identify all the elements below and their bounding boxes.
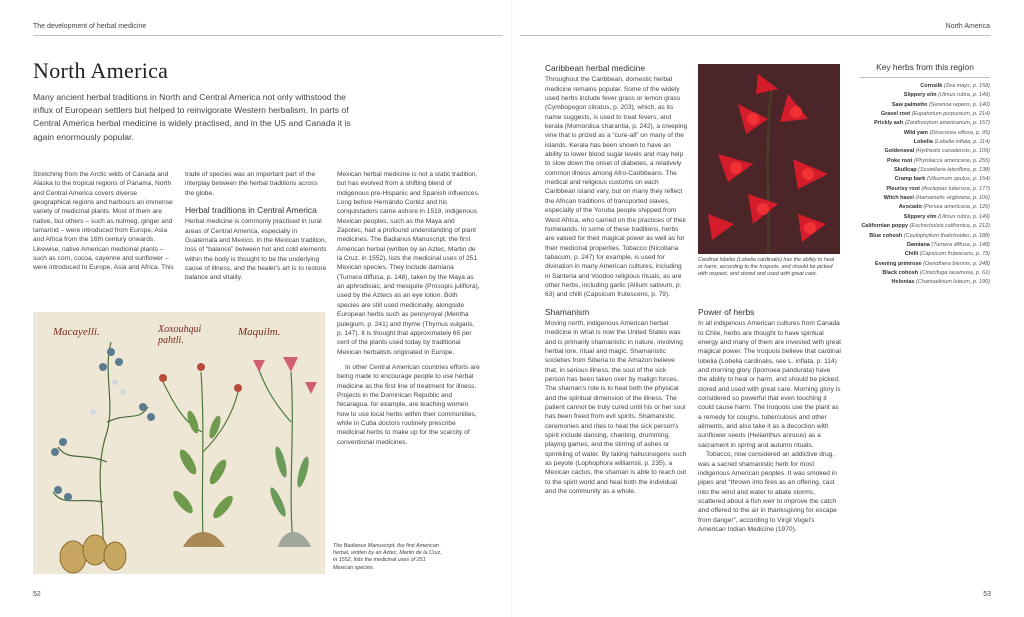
key-herb-item (860, 166, 990, 175)
key-herb-reference: (Lobelia inflata, p. 114) (934, 139, 990, 146)
key-herb-name: Goldenseal (884, 148, 915, 155)
col3-paragraph-2: In other Central American countries efforts are being made to encourage people to use herbal medicine as the first line of treatment for illness. Projects in the Dominican Republic and Nicaragua, for example, are teaching women how to use local herbs within their communities, while in Cuba doctors routinely prescribe medicinal herbs to make up for the scarcity of conventional medicines. (337, 363, 480, 446)
key-herbs-sidebar (860, 62, 990, 288)
key-herb-name: Gravel root (880, 111, 911, 118)
column-1 (33, 170, 175, 273)
key-herb-item (860, 194, 990, 203)
column-2 (185, 170, 328, 283)
key-herb-item (860, 241, 990, 250)
badianus-illustration (33, 312, 325, 574)
key-herbs-rule (860, 77, 990, 78)
key-herb-reference: (Zea mays, p. 158) (943, 83, 990, 89)
power-paragraph-1: In all indigenous American cultures from Canada to Chile, herbs are thought to have spiritual energy and many of them are invested with great magical power. The Iroquois believe that cardinal lobelia (Lobelia cardinalis, see L. inflata, p. 114) and morning glory (Ipomoea pandurata) have the ability to heal or harm, and should be picked, stored and used with great care. Morning glory is considered so powerful that even touching it could cause harm. The Iroquois use the plant as a remedy for coughs, tuberculosis and other ailments, and also take it as a decoction with sunflower seeds (Helianthus annuus) as a sacrament in spring and autumn rituals. (698, 320, 841, 449)
key-herb-name: Avocado (898, 204, 922, 211)
col3-paragraph-1: Mexican herbal medicine is not a static tradition, but has evolved from a shifting blend of indigenous pre-Hispanic and Spanish influences. Long before Hernándo Cortéz and his conquistadors came ashore in 1519, indigenous Mexican peoples, such as the Maya and Zapotec, had a profound understanding of plant medicines. The Badianus Manuscript, the first American herbal (written by an Aztec, Martin de la Cruz, in 1552), lists the medicinal uses of 251 Mexican species. They include damiana (Turnera diffusa, p. 148), taken by the Maya as an aphrodisiac, and mesquite (Prosopis juliflora), used by the Aztecs as an eye lotion. Both species are still used medicinally, alongside European herbs such as pennyroyal (Mentha pulegium, p. 241) and thyme (Thymus vulgaris, p. 147). It is thought that approximately 65 per cent of the plants used today by traditional Mexican herbalists originated in Europe. (337, 171, 480, 356)
key-herb-reference: (Ulmus rubra, p. 149) (938, 213, 990, 220)
key-herb-name: Saw palmetto (891, 101, 928, 108)
running-head-left: The development of herbal medicine (33, 23, 147, 30)
key-herb-reference: (Persea americana, p. 126) (923, 204, 990, 211)
page-number-right: 53 (983, 591, 991, 598)
shamanism-paragraph: Moving north, indigenous American herbal medicine in what is now the United States was and is primarily shamanistic in nature, involving herbal lore, ritual and magic. Shamanistic societies from Siberia to the Amazon believe that, in serious illness, the soul of the sick person has been taken over by malign forces. The shaman's role is to heal both the physical and the spiritual dimension of the illness. The patient cannot be truly cured until his or her soul has been freed from evil spirits. Shamanistic ceremonies and rites to heal the sick person's spirit include dancing, chanting, drumming, playing games, and the stirring of ashes or sprinkling of water. By taking hallucinogens such as peyote (Lophophora williamsii, p. 235), a Mexican cactus, the shaman is able to reach out to the spirit world and heal both the individual and the community as a whole. (545, 319, 687, 496)
header-rule-right (520, 35, 991, 36)
key-herb-reference: (Dioscorea villosa, p. 95) (929, 129, 990, 136)
lobelia-flowers-drawing (698, 64, 840, 254)
power-paragraph-2: Tobacco, now considered an addictive drug, was a sacred shamanistic herb for most indigenous American peoples. It was smoked in pipes and “thrown into fires as an offering, cast into the wind and water to abate storms, scattered about a fish weir to improve the catch and offered to the air in thanksgiving for escape from danger”, according to Virgil Vogel's American Indian Medicine (1970). (698, 451, 837, 533)
manuscript-label-2: Xoxouhqui pahtli. (158, 324, 202, 346)
key-herb-reference: (Capsicum frutescens, p. 79) (919, 251, 990, 258)
key-herb-reference: (Zanthoxylum americanum, p. 157) (904, 120, 990, 127)
page-number-left: 52 (33, 591, 41, 598)
key-herb-reference: (Caulophyllum thalictroides, p. 188) (903, 232, 990, 239)
key-herbs-title: Key herbs from this region (876, 62, 974, 72)
key-herb-reference: (Ulmus rubra, p. 149) (938, 92, 990, 99)
manuscript-label-3: Maquilm. (238, 326, 281, 338)
key-herb-name: Lobelia (913, 139, 933, 146)
key-herb-item (860, 175, 990, 184)
key-herb-item (860, 138, 990, 147)
column-5 (698, 308, 841, 534)
key-herb-item (860, 147, 990, 156)
key-herb-item (860, 101, 990, 110)
key-herb-item (860, 185, 990, 194)
key-herb-reference: (Serenoa repens, p. 140) (928, 101, 990, 108)
key-herb-name: Poke root (886, 157, 913, 164)
key-herb-item (860, 250, 990, 259)
key-herb-item (860, 232, 990, 241)
key-herb-item (860, 203, 990, 212)
key-herb-item (860, 110, 990, 119)
key-herb-reference: (Viburnum opulus, p. 154) (926, 176, 990, 183)
header-rule-left (33, 35, 503, 36)
manuscript-plants-drawing (33, 312, 325, 574)
key-herb-name: Cornsilk (920, 83, 943, 89)
key-herb-reference: (Chamaelirium luteum, p. 190) (916, 279, 990, 286)
column-4 (545, 64, 688, 496)
key-herb-item (860, 260, 990, 269)
power-of-herbs-heading: Power of herbs (698, 307, 755, 317)
key-herb-item (860, 269, 990, 278)
key-herb-item (860, 91, 990, 100)
key-herb-name: Slippery elm (903, 213, 937, 220)
key-herb-item (860, 278, 990, 287)
key-herb-reference: (Asclepias tuberosa, p. 177) (921, 185, 990, 192)
intro-paragraph: Many ancient herbal traditions in North and Central America not only withstood the influx of European settlers but helped to reinvigorate Western herbalism. In parts of Central America herbal medicine is widely practised, and in the US and Canada it is again enormously popular. (33, 92, 351, 142)
key-herbs-list (860, 82, 990, 288)
key-herb-reference: (Phytolacca americana, p. 255) (913, 157, 990, 164)
key-herb-reference: (Eupatorium purpureum, p. 214) (911, 111, 990, 118)
key-herb-name: Slippery elm (903, 92, 937, 99)
key-herb-name: Damiana (906, 241, 930, 248)
key-herb-reference: (Hydrastis canadensis, p. 109) (915, 148, 990, 155)
key-herb-name: Californian poppy (861, 223, 909, 230)
key-herb-reference: (Hamamelis virginiana, p. 106) (915, 195, 990, 202)
badianus-caption: The Badianus Manuscript, the first American herbal, written by an Aztec, Martin de la Cruz, in 1552, lists the medicinal uses of 251 Mexican species. (333, 543, 442, 571)
col2-paragraph-2: Herbal medicine is commonly practised in rural areas of Central America, especially in Guatemala and Mexico. In the Mexican tradition, loss of “balance” between hot and cold elements within the body is thought to be the underlying cause of illness, and the healer's art is to restore balance and vitality. (185, 218, 327, 282)
key-herb-name: Cramp bark (894, 176, 926, 183)
col2-paragraph-1: trade of species was an important part of the interplay between the herbal traditions across the globe. (185, 171, 318, 197)
running-head-right: North America (945, 23, 990, 30)
key-herb-item (860, 82, 990, 91)
key-herb-name: Skullcap (894, 167, 917, 174)
column-3 (337, 170, 480, 447)
key-herb-name: Black cohosh (882, 269, 919, 276)
caribbean-paragraph: Throughout the Caribbean, domestic herbal medicine remains popular. Some of the widely used herbs include fever grass or lemon grass (Cymbopogon citratus, p. 203), which, as its name suggests, is used to treat fevers, and kerala (Momordica charantia, p. 242), a creeping vine that is prized as a “cure-all” on many of the islands. Kerala has been shown to have an ability to lower blood sugar levels and may help to slow down the onset of diabetes, a relatively common illness among Afro-Caribbeans. The medical and religious customs on each Caribbean island vary, but on many they reflect the African traditions of transported slaves, especially of the Yoruba people shipped from West Africa, who carried on the practices of their homelands. In some of these traditions, herbs are valued for their magical power as well as for their medicinal properties. Tobacco (Nicotiana tabacum, p. 247) for example, is used for divination in many American cultures, including in Santeria and Voodoo religious rituals, as are other herbs, including garlic (Allium sativum, p. 63) and chilli (Capsicum frutescens, p. 79). (545, 76, 688, 299)
key-herb-item (860, 119, 990, 128)
key-herb-name: Pleurisy root (886, 185, 920, 192)
lobelia-caption: Cardinal lobelia (Lobelia cardinalis) has the ability to heal or harm, according to the Iroquois, and should be picked with respect, and stored and used with great care. (698, 257, 835, 278)
book-gutter (511, 0, 513, 617)
key-herb-name: Evening primrose (875, 260, 922, 267)
key-herb-name: Helonias (891, 279, 915, 286)
key-herb-reference: (Eschscholzia californica, p. 212) (909, 223, 990, 230)
key-herb-name: Wild yam (903, 129, 928, 136)
key-herb-name: Prickly ash (874, 120, 904, 127)
key-herb-item (860, 157, 990, 166)
page-title: North America (33, 58, 169, 83)
col1-paragraph: Stretching from the Arctic wilds of Canada and Alaska to the tropical regions of Panama, North and Central America covers diverse geographical regions and harbours an immense variety of medicinal plants. Most of them are native, but others – such as nutmeg, ginger and tamarind – were introduced from Europe, Asia and Africa from the 16th century onwards. Likewise, native American medicinal plants – such as corn, cocoa, cayenne and sunflower – were introduced to Europe, Asia and Africa. This (33, 171, 174, 272)
key-herb-reference: (Turnera diffusa, p. 148) (931, 241, 990, 248)
key-herb-item (860, 129, 990, 138)
key-herb-item (860, 222, 990, 231)
key-herb-name: Chilli (904, 251, 919, 258)
manuscript-label-1: Macayelli. (53, 326, 100, 338)
key-herb-reference: (Scutellaria lateriflora, p. 138) (918, 167, 990, 174)
key-herb-name: Blue cohosh (869, 232, 903, 239)
key-herb-name: Witch hazel (883, 195, 914, 202)
col2-heading: Herbal traditions in Central America (185, 205, 317, 216)
key-herb-reference: (Cimicifuga racemosa, p. 61) (919, 269, 990, 276)
key-herb-reference: (Oenothera biennis, p. 248) (923, 260, 990, 267)
caribbean-heading: Caribbean herbal medicine (545, 63, 646, 73)
shamanism-heading: Shamanism (545, 306, 590, 317)
key-herb-item (860, 213, 990, 222)
cardinal-lobelia-photo (698, 64, 840, 254)
